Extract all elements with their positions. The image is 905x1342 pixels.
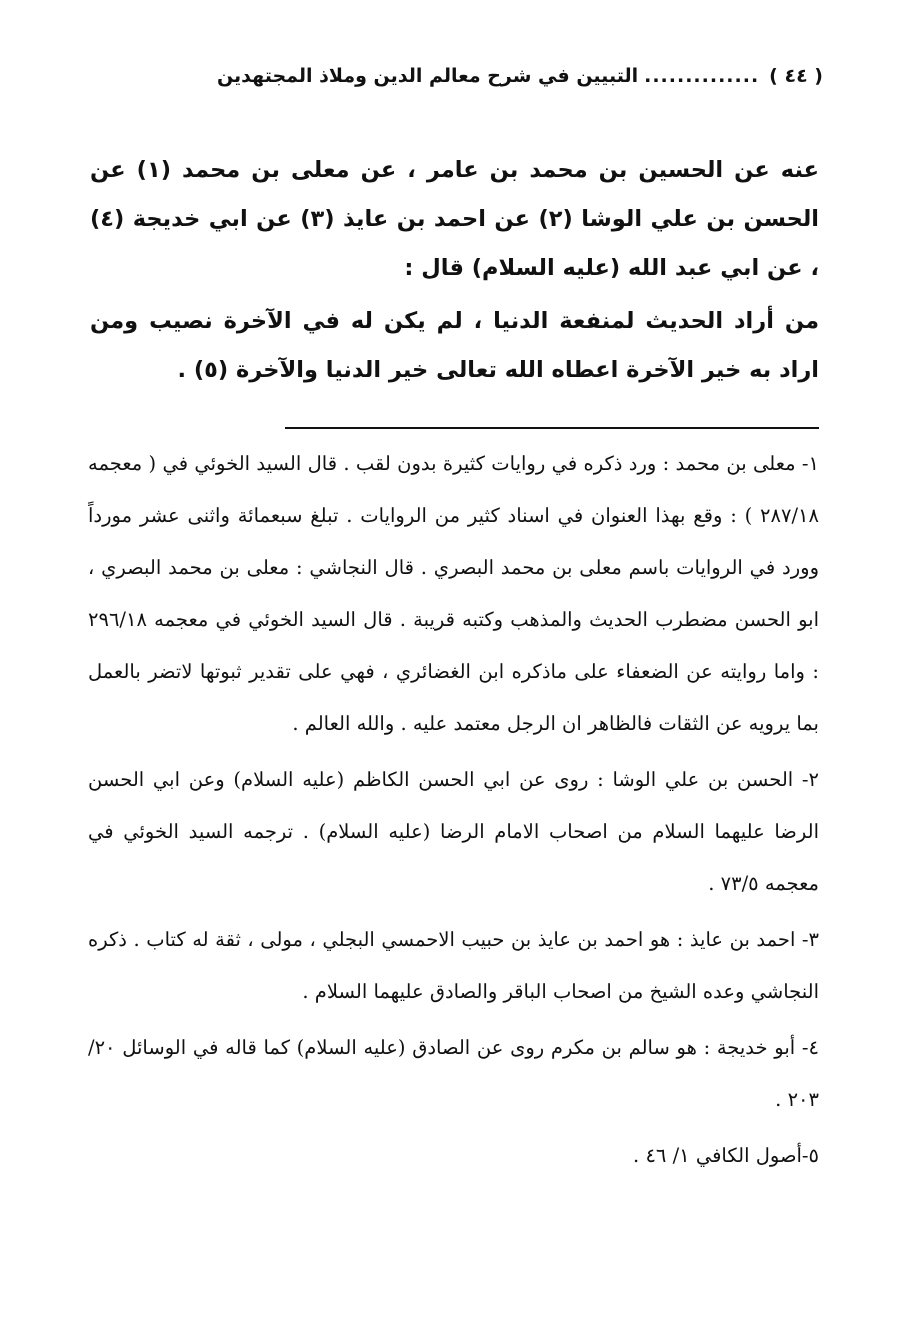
hadith-paragraph: من أراد الحديث لمنفعة الدنيا ، لم يكن له في الآخرة نصيب ومن اراد به خير الآخرة اعطاه الله تعالى خير الدنيا والآخرة (٥) . [90,308,819,383]
footnote-2: ٢- الحسن بن علي الوشا : روى عن ابي الحسن الكاظم (عليه السلام) وعن ابي الحسن الرضا عليهما السلام من اصحاب الامام الرضا (عليه السلام) . ترجمه السيد الخوئي في معجمه ٧٣/٥ . [88,768,819,895]
isnad-paragraph: عنه عن الحسين بن محمد بن عامر ، عن معلى بن محمد (١) عن الحسن بن علي الوشا (٢) عن احمد بن عايذ (٣) عن ابي خديجة (٤) ، عن ابي عبد الله (عليه السلام) قال : [90,157,820,281]
main-text [90,146,819,395]
page-header [98,58,823,94]
footnote-3: ٣- احمد بن عايذ : هو احمد بن عايذ بن حبيب الاحمسي البجلي ، مولى ، ثقة له كتاب . ذكره النجاشي وعده الشيخ من اصحاب الباقر والصادق عليهما السلام . [88,928,819,1003]
running-title: التبيين في شرح معالم الدين وملاذ المجتهدين [216,65,639,87]
leader-dots: .............. [644,65,760,87]
footnotes [88,438,819,1182]
footnote-divider [285,427,819,429]
page-number: ( ٤٤ ) [769,65,823,87]
footnote-5: ٥-أصول الكافي ١/ ٤٦ . [633,1144,819,1167]
footnote-4: ٤- أبو خديجة : هو سالم بن مكرم روى عن الصادق (عليه السلام) كما قاله في الوسائل ٢٠/ ٢٠٣ . [88,1036,819,1111]
footnote-1: ١- معلى بن محمد : ورد ذكره في روايات كثيرة بدون لقب . قال السيد الخوئي في ( معجمه ٢٨٧/١٨ ) : وقع بهذا العنوان في اسناد كثير من الروايات . تبلغ سبعمائة واثنى عشر مورداً وورد في الروايات باسم معلى بن محمد البصري . قال النجاشي : معلى بن محمد البصري ، ابو الحسن مضطرب الحديث والمذهب وكتبه قريبة . قال السيد الخوئي في معجمه ٢٩٦/١٨ : واما روايته عن الضعفاء على ماذكره ابن الغضائري ، فهي على تقدير ثبوتها لاتضر بالعمل بما يرويه عن الثقات فالظاهر ان الرجل معتمد عليه . والله العالم . [88,452,820,735]
